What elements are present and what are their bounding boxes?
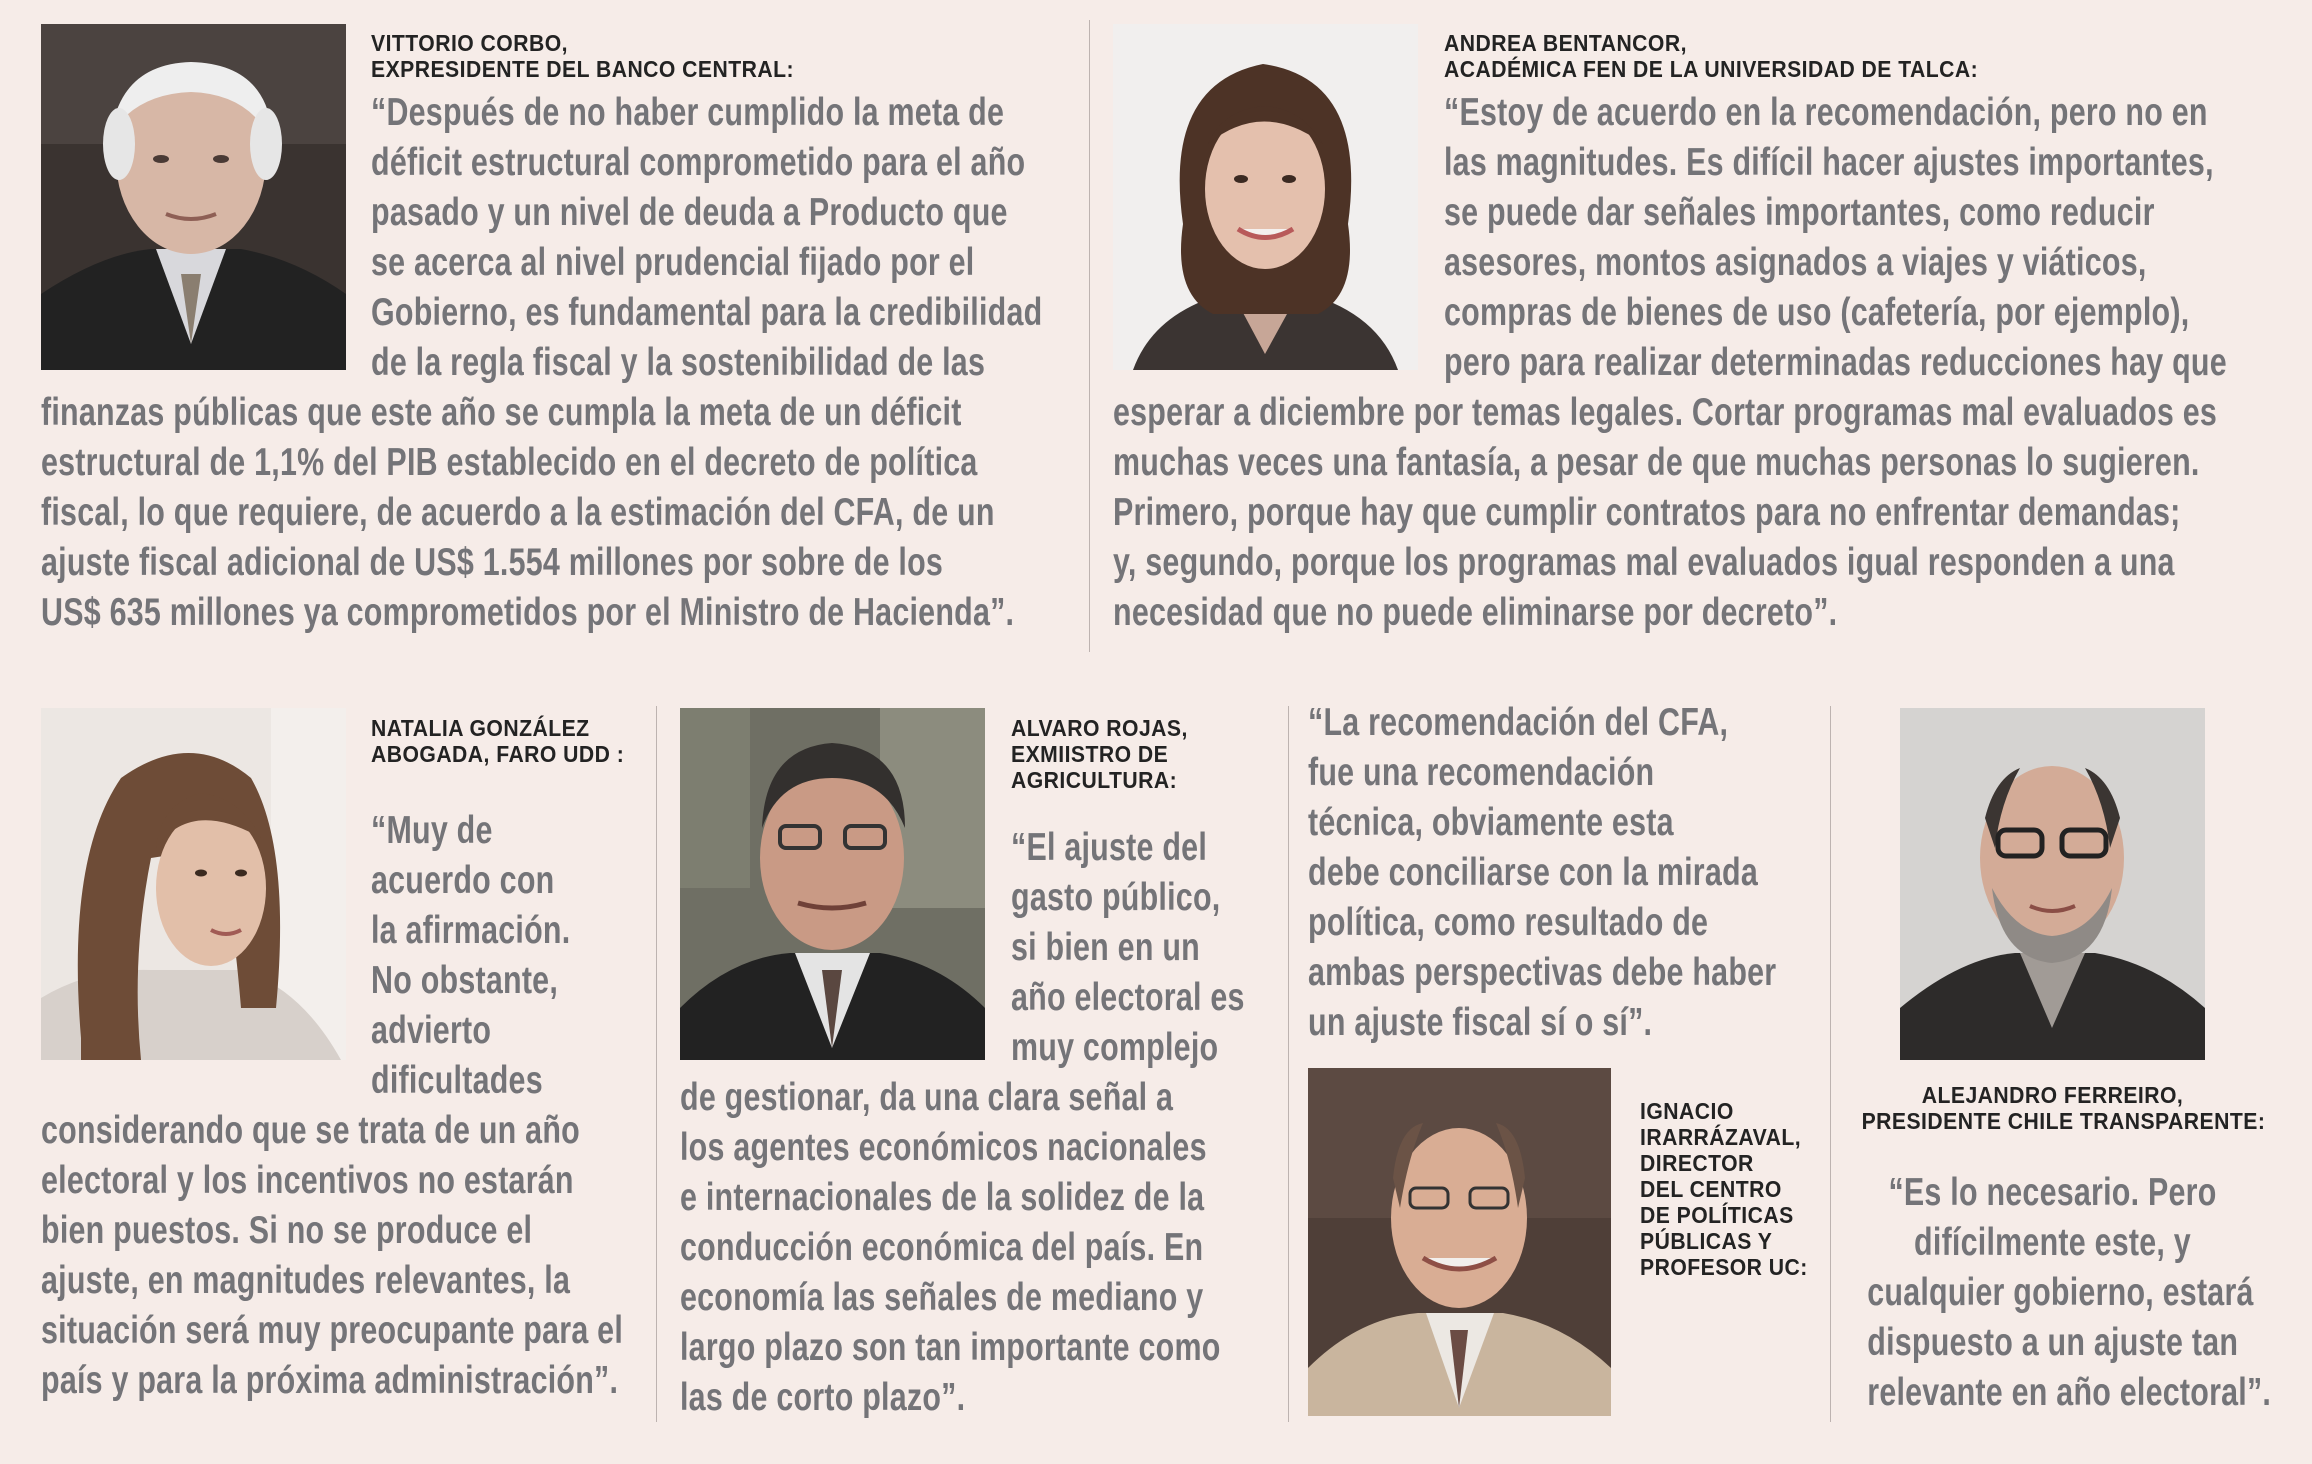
quote-line: US$ 635 millones ya comprometidos por el Ministro de Hacienda”. xyxy=(41,591,1015,634)
quote-line: e internacionales de la solidez de la xyxy=(680,1176,1205,1219)
quote-line: situación será muy preocupante para el xyxy=(41,1309,624,1352)
quote-line: relevante en año electoral”. xyxy=(1867,1371,2272,1414)
quote-line: No obstante, xyxy=(371,959,559,1002)
quote-line: “Estoy de acuerdo en la recomendación, pero no en xyxy=(1444,91,2208,134)
quote-corbo-top xyxy=(371,88,1042,388)
divider-bottom-2 xyxy=(1288,706,1289,1422)
quote-line: “El ajuste del xyxy=(1011,826,1208,869)
quote-line: año electoral es xyxy=(1011,976,1245,1019)
speaker-role: ABOGADA, FARO UDD : xyxy=(371,741,625,767)
quote-line: necesidad que no puede eliminarse por decreto”. xyxy=(1113,591,1838,634)
quote-line: técnica, obviamente esta xyxy=(1308,801,1674,844)
quote-line: compras de bienes de uso (cafetería, por ejemplo), xyxy=(1444,291,2190,334)
quote-line: fue una recomendación xyxy=(1308,751,1655,794)
divider-bottom-3 xyxy=(1830,706,1831,1422)
speaker-name-rojas xyxy=(1011,715,1188,793)
speaker-role: AGRICULTURA: xyxy=(1011,767,1178,793)
portrait-ignacio-irarrazaval xyxy=(1308,1068,1611,1416)
quote-line: muy complejo xyxy=(1011,1026,1219,1069)
quote-line: ambas perspectivas debe haber xyxy=(1308,951,1777,994)
speaker-name: ANDREA BENTANCOR, xyxy=(1444,30,1687,56)
quote-line: esperar a diciembre por temas legales. Cortar programas mal evaluados es xyxy=(1113,391,2218,434)
speaker-name: ALVARO ROJAS, xyxy=(1011,715,1188,741)
quote-bentancor-bottom xyxy=(1113,388,2217,638)
speaker-name: IRARRÁZAVAL, xyxy=(1640,1124,1802,1150)
quote-line: conducción económica del país. En xyxy=(680,1226,1204,1269)
speaker-name-corbo xyxy=(371,30,794,82)
quote-line: de la regla fiscal y la sostenibilidad de las xyxy=(371,341,986,384)
quote-line: muchas veces una fantasía, a pesar de que muchas personas lo sugieren. xyxy=(1113,441,2200,484)
quote-line: ajuste fiscal adicional de US$ 1.554 millones por sobre de los xyxy=(41,541,944,584)
speaker-role: EXMIISTRO DE xyxy=(1011,741,1169,767)
quote-line: economía las señales de mediano y xyxy=(680,1276,1204,1319)
speaker-role: ACADÉMICA FEN DE LA UNIVERSIDAD DE TALCA: xyxy=(1444,56,1979,82)
portrait-alvaro-rojas xyxy=(680,708,985,1060)
speaker-name-gonzalez xyxy=(371,715,624,767)
quote-line: “Es lo necesario. Pero xyxy=(1888,1171,2217,1214)
quote-line: política, como resultado de xyxy=(1308,901,1709,944)
quote-line: ajuste, en magnitudes relevantes, la xyxy=(41,1259,571,1302)
portrait-vittorio-corbo xyxy=(41,24,346,370)
speaker-name: ALEJANDRO FERREIRO, xyxy=(1921,1082,2184,1108)
quote-ferreiro xyxy=(1867,1168,2272,1418)
quote-line: advierto xyxy=(371,1009,492,1052)
quote-bentancor-top xyxy=(1444,88,2227,388)
quote-line: las magnitudes. Es difícil hacer ajustes importantes, xyxy=(1444,141,2214,184)
quote-line: asesores, montos asignados a viajes y viáticos, xyxy=(1444,241,2147,284)
quote-line: Gobierno, es fundamental para la credibilidad xyxy=(371,291,1043,334)
quote-line: gasto público, xyxy=(1011,876,1221,919)
quote-rojas-top xyxy=(1011,823,1245,1073)
speaker-role: DIRECTOR xyxy=(1640,1150,1754,1176)
quote-line: de gestionar, da una clara señal a xyxy=(680,1076,1174,1119)
speaker-role: PÚBLICAS Y xyxy=(1640,1228,1773,1254)
speaker-name-irarrazaval xyxy=(1640,1098,1808,1280)
quote-line: país y para la próxima administración”. xyxy=(41,1359,619,1402)
quote-rojas-bottom xyxy=(680,1073,1221,1423)
speaker-role: PRESIDENTE CHILE TRANSPARENTE: xyxy=(1861,1108,2266,1134)
portrait-natalia-gonzalez xyxy=(41,708,346,1060)
quote-line: difícilmente este, y xyxy=(1914,1221,2191,1264)
divider-bottom-1 xyxy=(656,706,657,1422)
quote-line: considerando que se trata de un año xyxy=(41,1109,580,1152)
quote-line: electoral y los incentivos no estarán xyxy=(41,1159,574,1202)
speaker-role: DE POLÍTICAS xyxy=(1640,1202,1794,1228)
quote-line: estructural de 1,1% del PIB establecido en el decreto de política xyxy=(41,441,978,484)
quote-gonzalez-bottom xyxy=(41,1106,623,1406)
quote-line: “La recomendación del CFA, xyxy=(1308,701,1729,744)
portrait-alejandro-ferreiro xyxy=(1900,708,2205,1060)
quote-line: “Muy de xyxy=(371,809,493,852)
quote-line: pero para realizar determinadas reducciones hay que xyxy=(1444,341,2227,384)
quote-line: se acerca al nivel prudencial fijado por el xyxy=(371,241,975,284)
quote-line: un ajuste fiscal sí o sí”. xyxy=(1308,1001,1653,1044)
quote-line: finanzas públicas que este año se cumpla la meta de un déficit xyxy=(41,391,962,434)
quote-line: las de corto plazo”. xyxy=(680,1376,966,1419)
quote-line: “Después de no haber cumplido la meta de xyxy=(371,91,1005,134)
quote-line: cualquier gobierno, estará xyxy=(1867,1271,2254,1314)
quote-line: acuerdo con xyxy=(371,859,555,902)
quote-line: y, segundo, porque los programas mal evaluados igual responden a una xyxy=(1113,541,2175,584)
quote-irarrazaval xyxy=(1308,698,1776,1048)
quote-line: largo plazo son tan importante como xyxy=(680,1326,1221,1369)
divider-top-middle xyxy=(1089,20,1090,652)
quote-line: los agentes económicos nacionales xyxy=(680,1126,1207,1169)
quote-line: fiscal, lo que requiere, de acuerdo a la estimación del CFA, de un xyxy=(41,491,995,534)
speaker-name: NATALIA GONZÁLEZ xyxy=(371,715,590,741)
quote-line: debe conciliarse con la mirada xyxy=(1308,851,1758,894)
quote-line: déficit estructural comprometido para el año xyxy=(371,141,1026,184)
speaker-name-ferreiro xyxy=(1861,1082,2266,1134)
quote-line: se puede dar señales importantes, como reducir xyxy=(1444,191,2155,234)
speaker-name: IGNACIO xyxy=(1640,1098,1734,1124)
speaker-role: EXPRESIDENTE DEL BANCO CENTRAL: xyxy=(371,56,794,82)
speaker-role: DEL CENTRO xyxy=(1640,1176,1782,1202)
speaker-role: PROFESOR UC: xyxy=(1640,1254,1808,1280)
quote-corbo-bottom xyxy=(41,388,1014,638)
quote-line: bien puestos. Si no se produce el xyxy=(41,1209,533,1252)
quote-line: si bien en un xyxy=(1011,926,1200,969)
speaker-name-bentancor xyxy=(1444,30,1978,82)
speaker-name: VITTORIO CORBO, xyxy=(371,30,568,56)
quote-line: pasado y un nivel de deuda a Producto que xyxy=(371,191,1008,234)
quote-line: dispuesto a un ajuste tan xyxy=(1867,1321,2239,1364)
portrait-andrea-bentancor xyxy=(1113,24,1418,370)
quote-line: la afirmación. xyxy=(371,909,571,952)
quote-gonzalez-top xyxy=(371,806,570,1106)
quote-line: Primero, porque hay que cumplir contratos para no enfrentar demandas; xyxy=(1113,491,2181,534)
quote-line: dificultades xyxy=(371,1059,543,1102)
